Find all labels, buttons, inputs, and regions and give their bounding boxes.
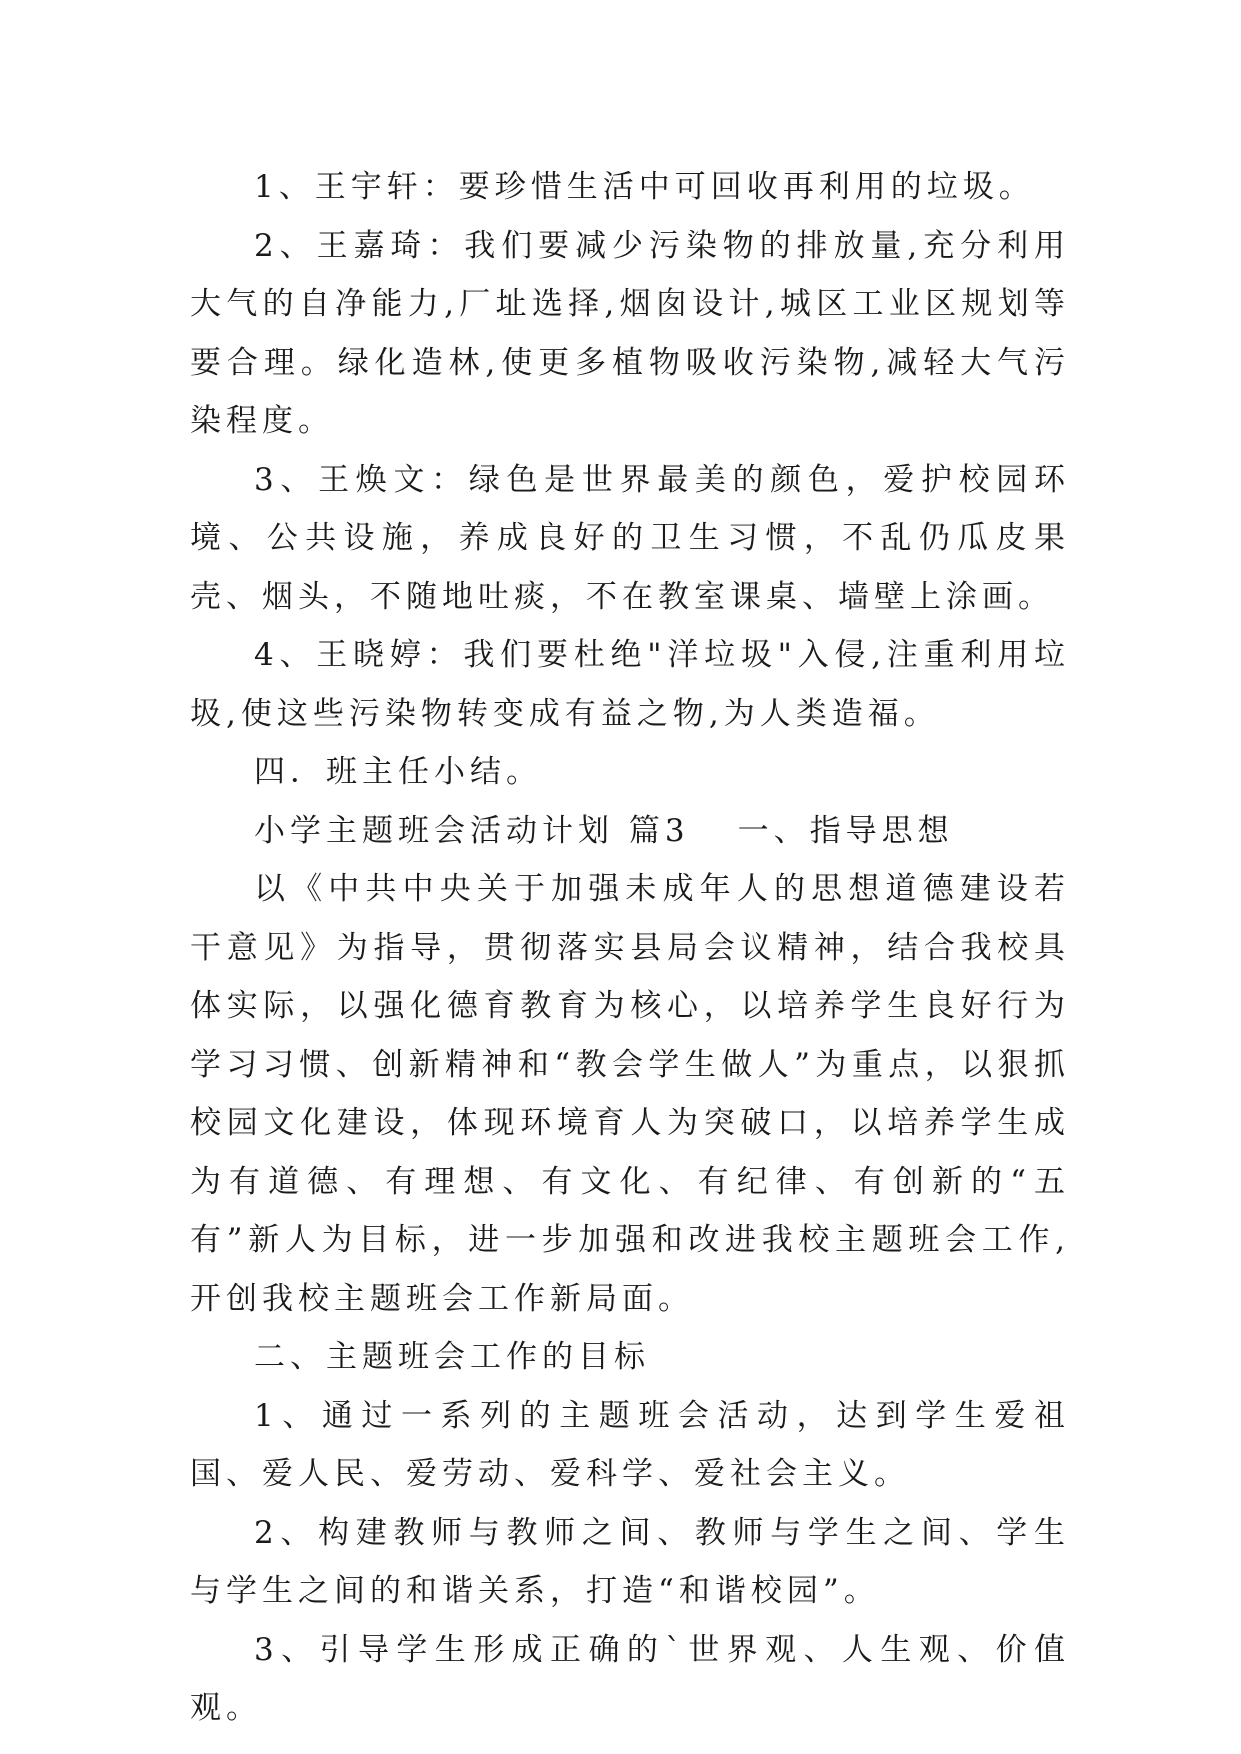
section-title: 小学主题班会活动计划 篇3 bbox=[254, 812, 690, 849]
paragraph-wang-yuxuan: 1、王宇轩：要珍惜生活中可回收再利用的垃圾。 bbox=[254, 169, 1035, 205]
paragraph-goal-2: 2、构建教师与教师之间、教师与学生之间、学生与学生之间的和谐关系，打造“和谐校园”。 bbox=[190, 1514, 1070, 1609]
paragraph-wang-xiaoting: 4、王晓婷：我们要杜绝"洋垃圾"入侵,注重利用垃圾,使这些污染物转变成有益之物,为人类造福。 bbox=[190, 637, 1070, 732]
paragraph-teacher-summary: 四．班主任小结。 bbox=[254, 754, 542, 790]
paragraph-guiding-thought: 以《中共中央关于加强未成年人的思想道德建设若干意见》为指导，贯彻落实县局会议精神，结合我校具体实际，以强化德育教育为核心，以培养学生良好行为学习习惯、创新精神和“教会学生做人”为重点，以狠抓校园文化建设，体现环境育人为突破口，以培养学生成为有道德、有理想、有文化、有纪律、有创新的“五有”新人为目标，进一步加强和改进我校主题班会工作,开创我校主题班会工作新局面。 bbox=[190, 871, 1070, 1317]
document-page bbox=[190, 158, 1070, 1738]
paragraph-wang-huanwen: 3、王焕文：绿色是世界最美的颜色，爱护校园环境、公共设施，养成良好的卫生习惯，不乱仍瓜皮果壳、烟头，不随地吐痰，不在教室课桌、墙壁上涂画。 bbox=[190, 461, 1070, 615]
section-subtitle: 一、指导思想 bbox=[737, 812, 954, 849]
section-heading bbox=[190, 802, 1070, 861]
paragraph-goals-heading: 二、主题班会工作的目标 bbox=[254, 1339, 650, 1375]
paragraph-goal-3: 3、引导学生形成正确的`世界观、人生观、价值观。 bbox=[190, 1631, 1070, 1726]
paragraph-goal-1: 1、通过一系列的主题班会活动，达到学生爱祖国、爱人民、爱劳动、爱科学、爱社会主义。 bbox=[190, 1397, 1070, 1492]
paragraph-wang-jiaqi: 2、王嘉琦：我们要减少污染物的排放量,充分利用大气的自净能力,厂址选择,烟囱设计,城区工业区规划等要合理。绿化造林,使更多植物吸收污染物,减轻大气污染程度。 bbox=[190, 227, 1070, 439]
